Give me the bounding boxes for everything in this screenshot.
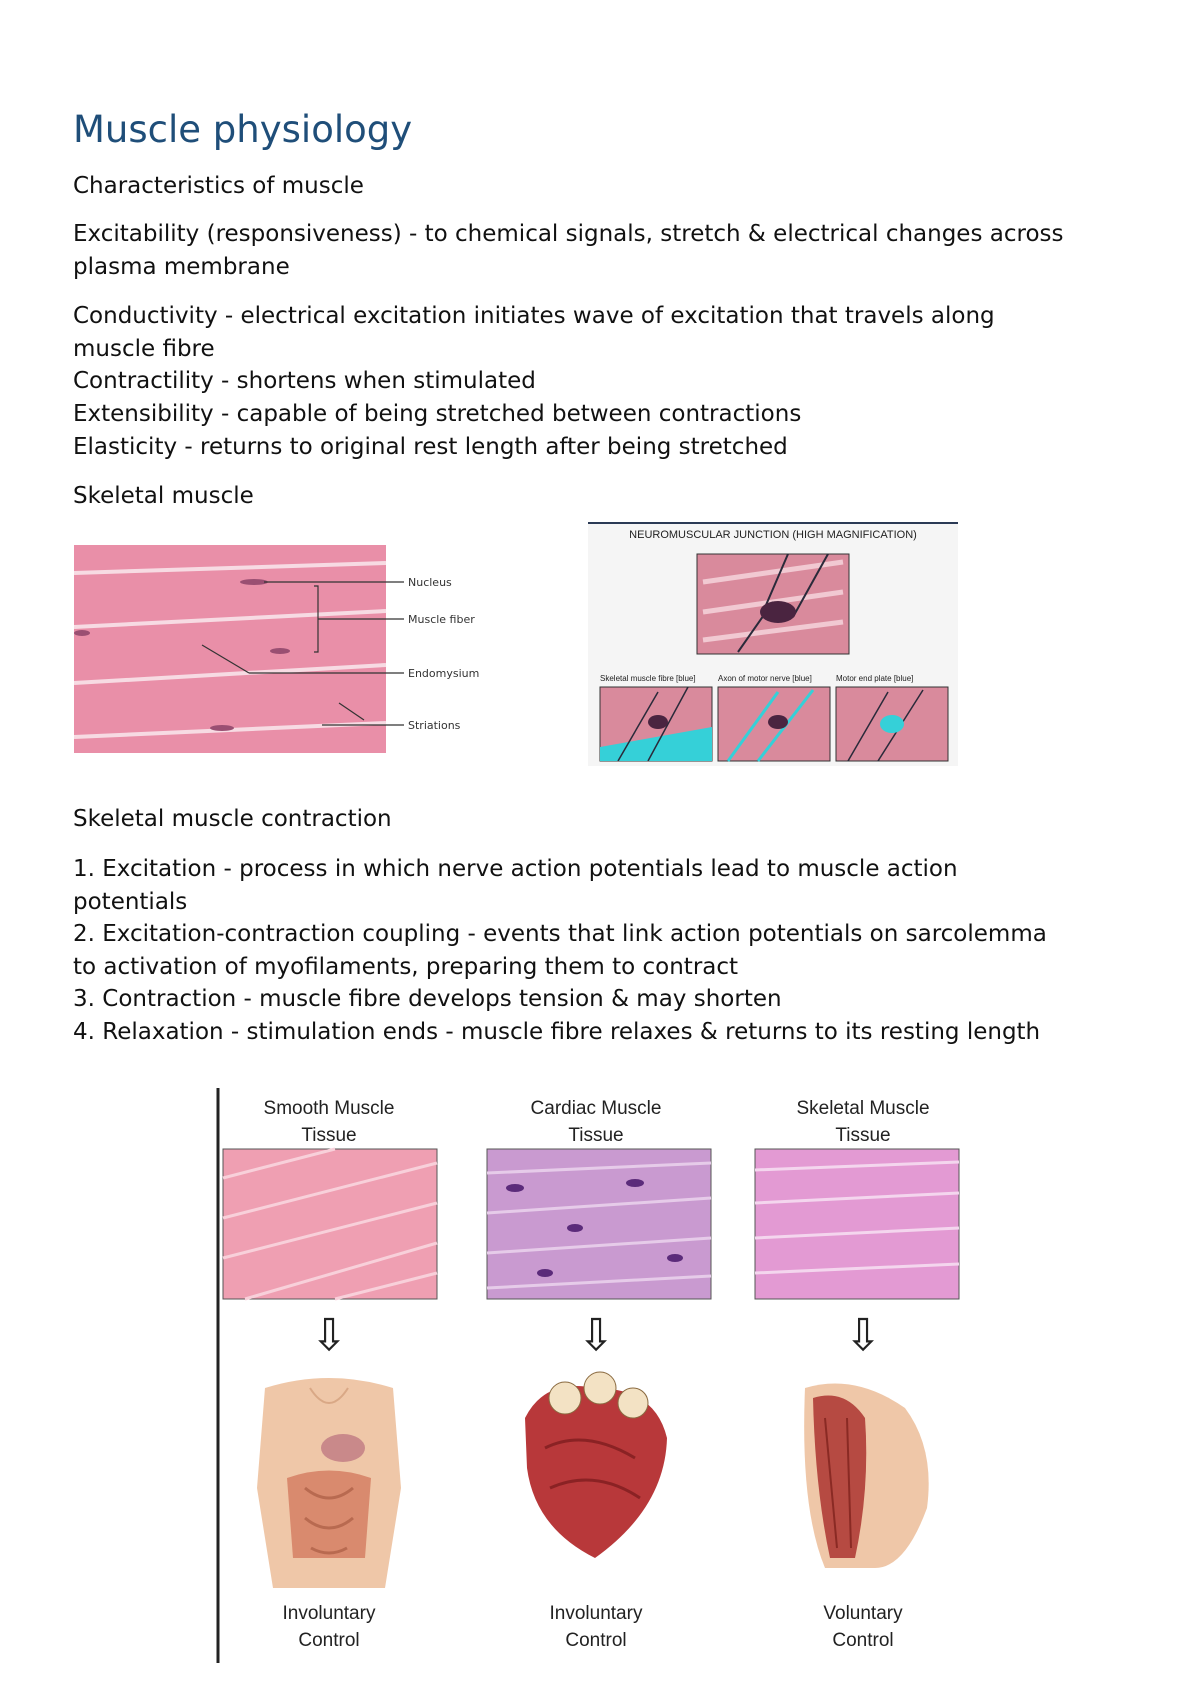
torso-digestive-illustration (257, 1378, 401, 1588)
nmj-panel-label-3: Motor end plate [blue] (836, 674, 914, 683)
skeletal-muscle-micrograph-figure (74, 545, 494, 755)
cardiac-control-line-1: Involuntary (549, 1603, 643, 1624)
conductivity-line-2: muscle fibre (73, 336, 215, 362)
arm-muscle-illustration (804, 1384, 929, 1569)
nmj-panel-label-2: Axon of motor nerve [blue] (718, 674, 812, 683)
step-1-line-1: 1. Excitation - process in which nerve action potentials lead to muscle action (73, 856, 958, 882)
skeletal-muscle-heading: Skeletal muscle (73, 483, 254, 509)
characteristics-heading: Characteristics of muscle (73, 173, 364, 199)
skeletal-control-line-1: Voluntary (823, 1603, 903, 1624)
neuromuscular-junction-figure (588, 522, 958, 766)
nmj-title: NEUROMUSCULAR JUNCTION (HIGH MAGNIFICATION) (629, 529, 917, 541)
step-3-line: 3. Contraction - muscle fibre develops tension & may shorten (73, 986, 782, 1012)
nmj-panel-3 (836, 687, 948, 761)
skeletal-tissue-image (755, 1149, 959, 1299)
cardiac-down-arrow-icon: ⇩ (577, 1310, 615, 1361)
step-2-line-2: to activation of myofilaments, preparing them to contract (73, 954, 739, 980)
smooth-control-line-1: Involuntary (282, 1603, 376, 1624)
smooth-title-line-2: Tissue (301, 1125, 357, 1146)
heart-illustration (525, 1372, 667, 1558)
muscle-tissue-types-figure (215, 1088, 965, 1668)
extensibility-line: Extensibility - capable of being stretched between contractions (73, 401, 802, 427)
skeletal-title-line-1: Skeletal Muscle (796, 1098, 930, 1119)
label-muscle-fiber: Muscle fiber (408, 613, 475, 626)
excitability-line-2: plasma membrane (73, 254, 290, 280)
skeletal-down-arrow-icon: ⇩ (844, 1310, 882, 1361)
nmj-panel-label-1: Skeletal muscle fibre [blue] (600, 674, 696, 683)
excitability-line-1: Excitability (responsiveness) - to chemical signals, stretch & electrical changes across (73, 221, 1064, 247)
step-1-line-2: potentials (73, 889, 188, 915)
nmj-panel-1 (600, 687, 712, 761)
contraction-heading: Skeletal muscle contraction (73, 806, 392, 832)
nmj-main-panel (697, 554, 849, 654)
skeletal-muscle-column (755, 1098, 959, 1651)
label-nucleus: Nucleus (408, 576, 452, 589)
smooth-down-arrow-icon: ⇩ (310, 1310, 348, 1361)
smooth-title-line-1: Smooth Muscle (263, 1098, 395, 1119)
elasticity-line: Elasticity - returns to original rest length after being stretched (73, 434, 788, 460)
micrograph-background (74, 545, 386, 753)
step-4-line: 4. Relaxation - stimulation ends - muscle fibre relaxes & returns to its resting length (73, 1019, 1041, 1045)
cardiac-title-line-2: Tissue (568, 1125, 624, 1146)
skeletal-title-line-2: Tissue (835, 1125, 891, 1146)
label-endomysium: Endomysium (408, 667, 480, 680)
smooth-muscle-column (223, 1098, 437, 1651)
contractility-line: Contractility - shortens when stimulated (73, 368, 536, 394)
conductivity-line-1: Conductivity - electrical excitation initiates wave of excitation that travels along (73, 303, 995, 329)
skeletal-control-line-2: Control (832, 1630, 894, 1651)
cardiac-muscle-column (487, 1098, 711, 1651)
step-2-line-1: 2. Excitation-contraction coupling - events that link action potentials on sarcolemma (73, 921, 1047, 947)
page-title: Muscle physiology (73, 108, 413, 151)
smooth-control-line-2: Control (298, 1630, 360, 1651)
nmj-panel-2 (718, 687, 830, 761)
label-striations: Striations (408, 719, 461, 732)
cardiac-title-line-1: Cardiac Muscle (530, 1098, 662, 1119)
cardiac-control-line-2: Control (565, 1630, 627, 1651)
